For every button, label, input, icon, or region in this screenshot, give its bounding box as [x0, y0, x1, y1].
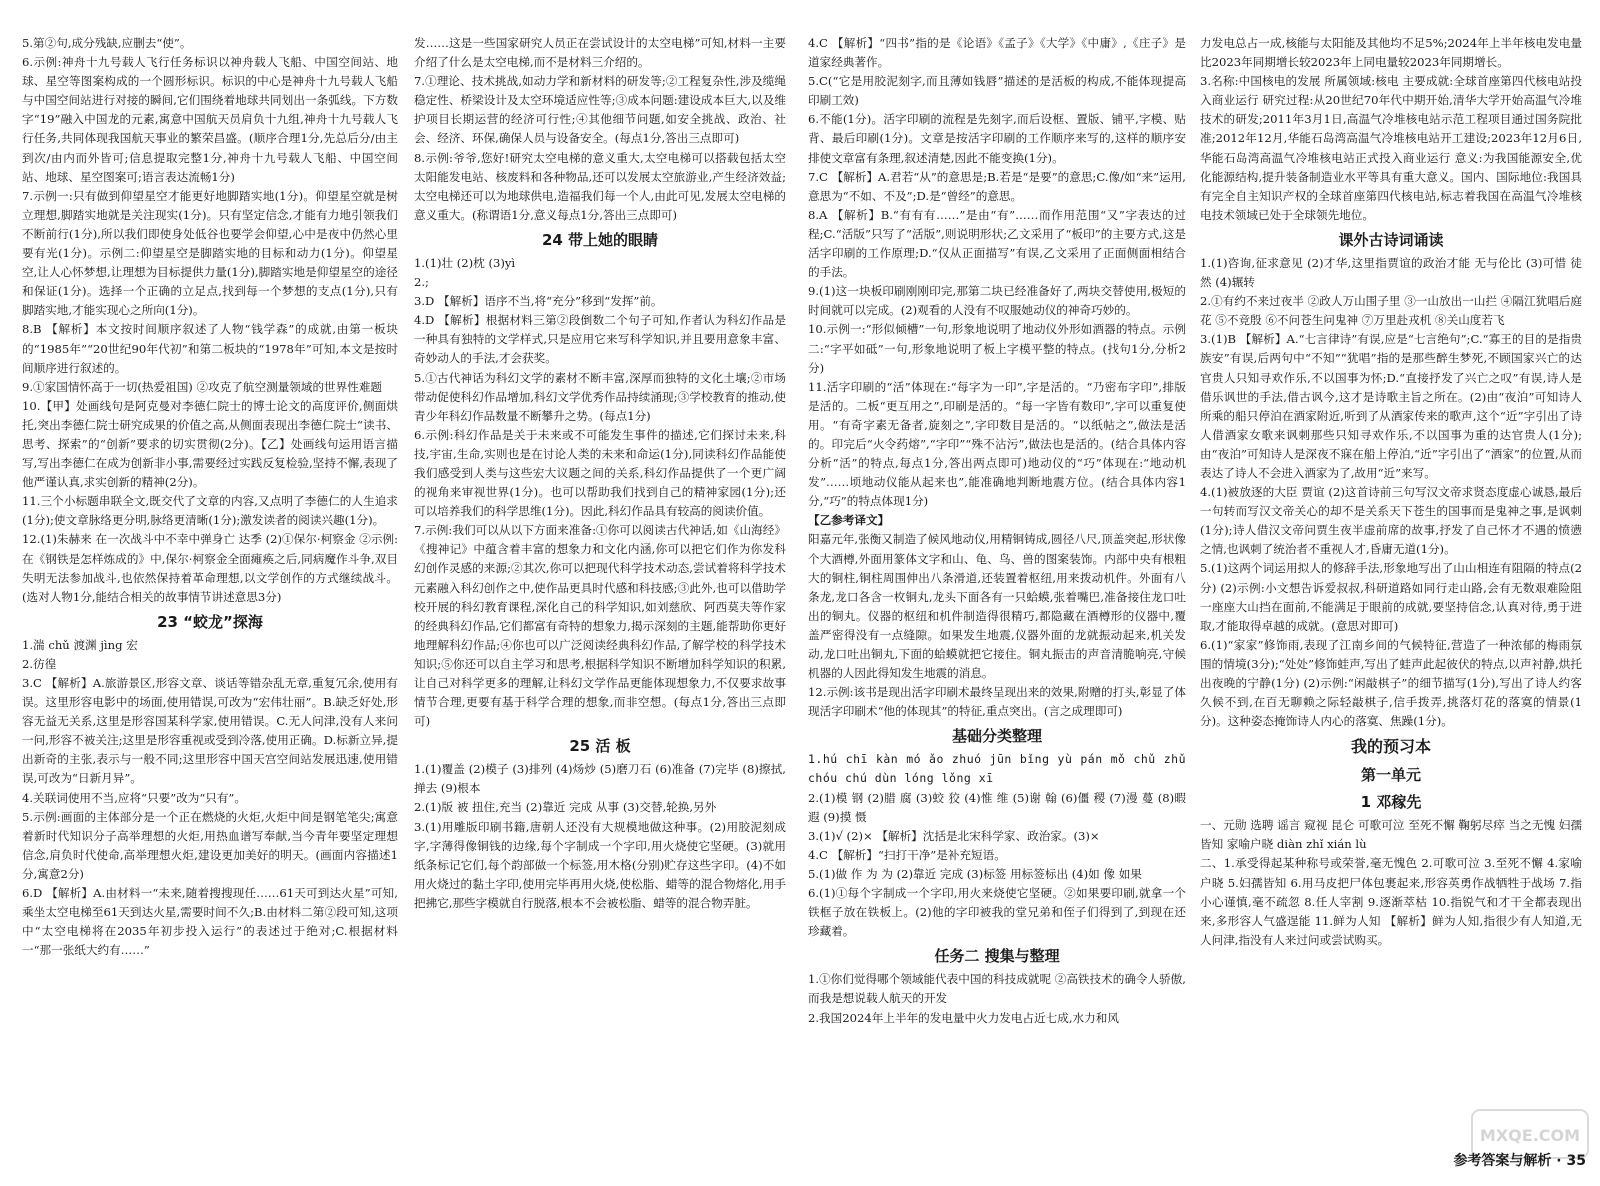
paragraph: 1.湍 chǔ 渡渊 jìng 宏 — [22, 637, 138, 652]
paragraph: 6.D 【解析】A.由材料一“未来,随着搜搜现任……61天可到达火星”可知,乘坐太空电梯至61天到达火星,需要时间不久;B.由材料二第②段可知,这项中“太空电梯将在2035年初步投入运行”的表述过于绝对;C.根据材料一“那一张纸大约有……” — [22, 886, 398, 958]
paragraph: 1.①你们觉得哪个领域能代表中国的科技成就呢 ②高铁技术的确令人骄傲,而我是想说载人航天的开发 — [808, 972, 1186, 1006]
paragraph: 4.C 【解析】“扫打干净”是补充短语。 — [808, 847, 1006, 862]
paragraph: 10.示例一:“形似倾槽”一句,形象地说明了地动仪外形如酒器的特点。示例二:“字平如砥”一句,形象地说明了板上字模平整的特点。(找句1分,分析2分) — [808, 322, 1186, 375]
paragraph: 8.B 【解析】本文按时间顺序叙述了人物“钱学森”的成就,由第一板块的“1985年”“20世纪90年代初”和第二板块的“1978年”可知,本文是按时间顺序进行叙述的。 — [22, 322, 398, 375]
lesson-title-24: 24 带上她的眼睛 — [541, 230, 659, 249]
paragraph: 12.示例:该书是现出活字印刷术最终呈现出来的效果,附赠的打头,彰显了体现活字印刷术“他的体现其”的特征,重点突出。(言之成理即可) — [808, 685, 1186, 719]
paragraph: 二、1.承受得起某种称号或荣誉,毫无愧色 2.可歌可泣 3.至死不懈 4.家喻户晓 5.妇孺皆知 6.用马皮把尸体包裹起来,形容英勇作战牺牲于战场 7.指小心谨慎,毫不疏忽 8.任人宰割 9.逐渐萃枯 10.指锐气和才干全都表现出来,多形容人气盛逞能 11.鲜为人知 【解析】鲜为人知,指很少有人知道,无人问津,指没有人来过问或尝试购买。 — [1200, 856, 1582, 947]
paragraph: 8.A 【解析】B.“有有有……”是由“有”……而作用范围“又”字表达的过程;C.“活版”只写了“活版”,则说明形状;乙文采用了“板印”的主要方式,这是活字印刷的工作原理;D.“仅从正面描写”有误,乙文采用了正面侧面相结合的手法。 — [808, 207, 1186, 280]
lesson-title-23: 23 “蛟龙”探海 — [157, 612, 263, 631]
paragraph: 2.; — [414, 275, 429, 290]
paragraph: 6.(1)①每个字制成一个字印,用火来烧使它坚硬。②如果要印刷,就拿一个铁框子放在铁板上。(2)他的字印被我的堂兄弟和侄子们得到了,到现在还珍藏着。 — [808, 886, 1186, 939]
paragraph: 4.关联词使用不当,应将“只要”改为“只有”。 — [22, 790, 246, 805]
paragraph: 4.(1)被放逐的大臣 贾谊 (2)这首诗前三句写汉文帝求贤态度虚心诚恳,最后一句转而写汉文帝关心的却不是关系天下苍生的国事而是鬼神之事,是讽刺(1分);诗人借汉文帝问贾生夜半虚前席的故事,抒发了自己怀才不遇的愤懑之情,也讽刺了统治者不重视人才,昏庸无道(1分)。 — [1200, 485, 1582, 557]
paragraph: 7.示例一:只有做到仰望星空才能更好地脚踏实地(1分)。仰望星空就是树立理想,脚踏实地就是关注现实(1分)。只有坚定信念,才能有力地引领我们不断前行(1分),所以我们即使身处低谷也要学会仰望,心中是夜中仍然心里要有光(1分)。示例二:仰望星空是脚踏实地的目标和动力(1分)。仰望星空,让人心怀梦想,让理想为目标提供力量(1分),脚踏实地是仰望星空的途径和保证(1分)。选择一个正确的立足点,找到每一个梦想的支点(1分),只有脚踏实地,才能实现心之所向(1分)。 — [22, 188, 398, 318]
paragraph: 3.C 【解析】A.旅游景区,形容文章、谈话等错杂乱无章,重复冗余,使用有误。这里形容电影中的场面,使用错误,可改为“宏伟壮丽”。B.缺乏好处,形容无益无关系,这里是形容国某科学家,使用错误。C.无人问津,没有人来问一问,形容不被关注;这里是形容重视或受到冷落,使用正确。D.标新立异,提出新奇的主张,表示与一般不同;这里形容中国天宫空间站发展迅速,使用错误,可改为“日新月异”。 — [22, 676, 398, 786]
paragraph: 9.①家国情怀高于一切(热爱祖国) ②攻克了航空测量领域的世界性难题 — [22, 379, 383, 394]
paragraph: 12.(1)朱赫来 在一次战斗中不幸中弹身亡 达季 (2)①保尔·柯察金 ②示例:在《钢铁是怎样炼成的》中,保尔·柯察金全面瘫痪之后,同病魔作斗争,双目失明无法参加战斗,也依然保持着革命理想,以文学创作的方式继续战斗。(选对人物1分,能结合相关的故事情节讲述意思3分) — [22, 532, 398, 604]
column-4 — [1200, 34, 1582, 1146]
paragraph: 4.C 【解析】“四书”指的是《论语》《孟子》《大学》《中庸》,《庄子》是道家经典著作。 — [808, 36, 1186, 70]
translation-text: 阳嘉元年,张衡又制造了候风地动仪,用精铜铸成,圆径八尺,顶盖突起,形状像个大酒樽,外面用篆体文字和山、龟、鸟、兽的图案装饰。内部中央有根粗大的铜柱,铜柱周围伸出八条滑道,还装置着枢纽,用来拨动机件。外面有八条龙,龙口各含一枚铜丸,龙头下面各有一只蛤蟆,张着嘴巴,准备接住龙口吐出的铜丸。仪器的枢纽和机件制造得很精巧,都隐藏在酒樽形的仪器中,覆盖严密得没有一点缝隙。如果发生地震,仪器外面的龙就振动起来,机关发动,龙口吐出铜丸,下面的蛤蟆就把它接住。铜丸振击的声音清脆响亮,守候机器的人因此得知发生地震的消息。 — [808, 532, 1186, 681]
lesson-title-1: 1 邓稼先 — [1360, 793, 1422, 812]
paragraph: 2.(1)模 钢 (2)腊 腐 (3)蛟 狡 (4)惟 维 (5)谢 翰 (6)僵 稷 (7)漫 蔓 (8)暇 遐 (9)摸 慑 — [808, 790, 1186, 824]
section-title-basic: 基础分类整理 — [951, 727, 1042, 746]
pinyin-line: 1.hú chī kàn mó ǎo zhuó jūn bǐng yù pán mǒ chǔ zhǔ chóu chú dùn lóng lǒng xī — [808, 752, 1186, 786]
paragraph: 7.示例:我们可以从以下方面来准备:①你可以阅读古代神话,如《山海经》《搜神记》中蕴含着丰富的想象力和文化内涵,你可以把它们作为你发科幻创作灵感的来源;②其次,你可以把现代科学技术动态,尝试着将科学技术元素融入科幻创作之中,使作品更具时代感和科技感;③此外,也可以借助学校开展的科幻教育课程,深化自己的科学知识,如刘慈欣、阿西莫夫等作家的经典科幻作品,它们都富有奇特的想象力,揭示深刻的主题,能帮助你更好地理解科幻作品;④你也可以广泛阅读经典科幻作品,了解学校的科学技术知识;⑤你还可以自主学习和思考,根据科学知识不断增加科学知识的积累,让自己对科学更多的理解,让科幻文学作品更能体现想象力,不仅要求故事情节合理,更要有基于科学合理的想象,而非空想。(每点1分,答出三点即可) — [414, 523, 786, 729]
paragraph: 11.三个小标题串联全文,既交代了文章的内容,又点明了李德仁的人生追求(1分);使文章脉络更分明,脉络更清晰(1分);激发读者的阅读兴趣(1分)。 — [22, 494, 398, 528]
paragraph: 发……这是一些国家研究人员正在尝试设计的太空电梯”可知,材料一主要介绍了什么是太空电梯,而不是材料三介绍的。 — [414, 36, 786, 70]
paragraph: 3.(1)用雕版印刷书籍,唐朝人还没有大规模地做这种事。(2)用胶泥刻成字,字薄得像铜钱的边缘,每个字制成一个字印,用火烧使它坚硬。(3)就用纸条标记它们,每个韵部做一个标签,用木格(分别)贮存这些字印。(4)不如用火烧过的黏土字印,使用完毕再用火烧,使松脂、蜡等的混合物熔化,用手把拂它,那些字模就自行脱落,根本不会被松脂、蜡等的混合物弄脏。 — [414, 819, 786, 910]
paragraph: 3.(1)√ (2)× 【解析】沈括是北宋科学家、政治家。(3)× — [808, 828, 1100, 843]
paragraph: 2.(1)版 被 扭住,充当 (2)靠近 完成 从事 (3)交替,轮换,另外 — [414, 800, 717, 815]
watermark-text: MXQE.COM — [1479, 1126, 1581, 1145]
paragraph: 5.①古代神话为科幻文学的素材不断丰富,深厚而独特的文化土壤;②市场带动促使科幻作品增加,科幻文学优秀作品持续涌现;③学校教育的推动,使青少年科幻作品数量不断攀升之势。(每点1分) — [414, 370, 786, 423]
paragraph: 1.(1)咨询,征求意见 (2)才华,这里指贾谊的政治才能 无与伦比 (3)可惜 徒然 (4)辗转 — [1200, 255, 1582, 290]
paragraph: 10.【甲】处画线句是阿克曼对李德仁院士的博士论文的高度评价,侧面烘托,突出李德仁院士研究成果的价值之高,从侧面表现出李德仁院士“读书、思考、探索”的“创新”要求的切实贯彻(2分)。【乙】处画线句运用语言描写,写出李德仁在成为创新非小事,需要经过实践反复检验,坚持不懈,表现了他严谨认真,求实创新的精神(2分)。 — [22, 398, 398, 490]
paragraph: 5.(1)做 作 为 为 (2)靠近 完成 (3)标签 用标签标出 (4)如 像 如果 — [808, 866, 1142, 881]
paragraph: 2.彷徨 — [22, 656, 57, 671]
paragraph: 3.名称:中国核电的发展 所属领域:核电 主要成就:全球首座第四代核电站投入商业运行 研究过程:从20世纪70年代中期开始,清华大学开始高温气冷堆技术的研发;2011年3月1日,高温气冷堆核电站示范工程项目通过国务院批准;2012年12月,华能石岛湾高温气冷堆核电站开工建设;2023年12月6日,华能石岛湾高温气冷堆核电站正式投入商业运行 意义:为我国能源安全,优化能源结构,提升装备制造业水平等具有重大意义。国内、国际地位:我国具有完全自主知识产权的全球首座第四代核电站,标志着我国在高温气冷堆核电技术领域已处于全球领先地位。 — [1200, 74, 1582, 222]
paragraph: 2.①有约不来过夜半 ②政人万山围子里 ③一山放出一山拦 ④隔江犹唱后庭花 ⑤不竞殷 ⑥不问苍生问鬼神 ⑦万里赴戎机 ⑧关山度若飞 — [1200, 294, 1582, 328]
paragraph: 5.示例:画面的主体部分是一个正在燃烧的火炬,火炬中间是钢笔笔尖;寓意着新时代知识分子高举理想的火炬,用热血谱写奉献,当今青年要坚定理想信念,肩负时代使命,高举理想火炬,建设更加美好的明天。(画面内容描述1分,寓意2分) — [22, 809, 398, 881]
paragraph: 4.D 【解析】根据材料三第②段倒数二个句子可知,作者认为科幻作品是一种具有独特的文学样式,只是应用它来写科学知识,并且要用意象丰富、奇妙动人的手法,才会获奖。 — [414, 313, 786, 366]
paragraph: 5.C(“它是用胶泥刻字,而且薄如钱唇”描述的是活板的构成,不能体现提高印刷工效) — [808, 74, 1186, 108]
column-3 — [808, 34, 1186, 1146]
paragraph: 6.示例:神舟十九号载人飞行任务标识以神舟载人飞船、中国空间站、地球、星空等图案构成的一个圆形标识。标识的中心是神舟十九号载人飞船与中国空间站进行对接的瞬间,它们围绕着地球共同划出一条弧线。下方数字“19”融入中国龙的元素,寓意中国航天员肩负十九组,神舟十九号载人飞行任务,共同体现我国航天事业的繁荣昌盛。(顺序合理1分,先总后分/由主到次/由内而外皆可;信息提取完整1分,神舟十九号载人飞船、中国空间站、地球、星空图案可;语言表达流畅1分) — [22, 55, 398, 184]
paragraph: 3.D 【解析】语序不当,将“充分”移到“发挥”前。 — [414, 294, 663, 309]
section-title-poems: 课外古诗词诵读 — [1338, 230, 1444, 249]
section-title-task2: 任务二 搜集与整理 — [934, 947, 1060, 966]
translation-heading: 【乙参考译文】 — [808, 513, 890, 528]
lesson-title-25: 25 活 板 — [569, 737, 631, 756]
paragraph: 1.(1)覆盖 (2)模子 (3)排列 (4)炀炒 (5)磨刀石 (6)准备 (7)完毕 (8)擦拭,掸去 (9)根本 — [414, 762, 786, 796]
paragraph: 5.(1)这两个词运用拟人的修辞手法,形象地写出了山山相连有阻隔的特点(2分) (2)示例:小文想告诉爱叔叔,科研道路如同行走山路,会有无数艰难险阻一座座大山挡在面前,不能满足于眼前的成就,要坚持信念,认真对待,勇于进取,才能取得卓越的成就。(意思对即可) — [1200, 561, 1582, 633]
paragraph: 2.我国2024年上半年的发电量中火力发电占近七成,水力和风 — [808, 1010, 1119, 1025]
paragraph: 6.不能(1分)。活字印刷的流程是先刻字,而后设框、置版、铺平,字模、贴背、最后印刷(1分)。文章是按活字印刷的工作顺序来写的,这样的顺序安排使文章富有条理,叙述清楚,因此不能变换(1分)。 — [808, 112, 1186, 165]
paragraph: 1.(1)壮 (2)枕 (3)yì — [414, 255, 516, 270]
paragraph: 11.活字印刷的“活”体现在:“每字为一印”,字是活的。“乃密布字印”,排版是活的。二板“更互用之”,印刷是活的。“每一字皆有数印”,字可以重复使用。“有奇字素无备者,旋刻之”,字印数目是活的。“以纸帖之”,做法是活的。印完后“火令药熔”,“字印”“殊不沾污”,做法也是活的。(结合具体内容分析“活”的特点,每点1分,答出两点即可)地动仪的“巧”体现在:“地动机发”……顷地动仪能从起来也”,能准确地判断地震方位。(结合具体内容1分,“巧”的特点体现1分) — [808, 379, 1186, 509]
paragraph: 9.(1)这一块板印刷刚刚印完,那第二块已经准备好了,两块交替使用,极短的时间就可以完成。(2)观看的人没有不叹服她动仪的神奇巧妙的。 — [808, 284, 1186, 318]
paragraph: 8.示例:爷爷,您好!研究太空电梯的意义重大,太空电梯可以搭载包括太空太阳能发电站、核废料和各种物品,还可以发展太空旅游业,产生经济效益;太空电梯还可以为地球供电,造福我们每一个人,由此可见,发展太空电梯的意义重大。(称谓语1分,意义每点1分,答出三点即可) — [414, 150, 786, 222]
paragraph: 一、元勋 选聘 谣言 窥视 昆仑 可歌可泣 至死不懈 鞠躬尽瘁 当之无愧 妇孺皆知 家喻户晓 diàn zhǐ xián lù — [1200, 818, 1582, 852]
page-footer: 参考答案与解析 · 35 — [1453, 1153, 1586, 1169]
paragraph: 5.第②句,成分残缺,应删去“使”。 — [22, 36, 192, 50]
paragraph: 6.(1)“家家”修饰雨,表现了江南乡间的气候特征,营造了一种浓郁的梅雨氛围的情境(3分);“处处”修饰蛙声,写出了蛙声此起彼伏的特点,以声衬静,烘托出夜晚的宁静(1分) (2)示例:“闲敲棋子”的细节描写(1分),写出了诗人约客久候不到,在百无聊赖之际轻敲棋子,信手拨弄,挑落灯花的落寞的情景(1分)。这种姿态掩饰诗人内心的落寞、焦躁(1分)。 — [1200, 637, 1582, 729]
paragraph: 3.(1)B 【解析】A.“七言律诗”有误,应是“七言绝句”;C.“寡王的目的是指贵族安”有误,后两句中“不知”“犹唱”指的是那些醉生梦死,不顾国家兴亡的达官贵人只知寻欢作乐,不以国事为怀;D.“直接抒发了兴亡之叹”有误,诗人是借乐讽世的手法,借古讽今,这才是诗歌主旨之所在。(2)由“夜泊”可知诗人所乘的船只停泊在酒家附近,听到了从酒家传来的歌声,这个“近”字引出了诗人借酒家女歌来讽刺那些只知寻欢作乐,不以国事为重的达官贵人(1分);由“夜泊”可知诗人是深夜不寐在船上停泊,“近”字引出了“酒家”的位置,从而表达了诗人不会进入酒家为了,故用“近”来写。 — [1200, 332, 1582, 480]
column-2 — [414, 34, 786, 1146]
column-1 — [22, 34, 398, 1146]
section-title-preview: 我的预习本 — [1350, 737, 1431, 757]
paragraph: 力发电总占一成,核能与太阳能及其他均不足5%;2024年上半年核电发电量比2023年同期增长较2023年上同电量较2023年同期增长。 — [1200, 36, 1582, 70]
paragraph: 6.示例:科幻作品是关于未来或不可能发生事件的描述,它们探讨未来,科技,宇宙,生命,实则也是在讨论人类的未来和命运(1分),同读科幻作品能使我们感受到人类与这些宏大议题之间的关系,科幻作品提供了一个更广阔的视角来审视世界(1分)。也可以帮助我们找到自己的精神家园(1分);还可以培养我们的科学思维(1分)。因此,科幻作品具有较高的阅读价值。 — [414, 427, 786, 519]
unit-title: 第一单元 — [1360, 766, 1421, 785]
paragraph: 7.C 【解析】A.君若“从”的意思是;B.若是“是要”的意思;C.像/如“来”运用,意思为“不如、不及”;D.是“曾经”的意思。 — [808, 169, 1186, 203]
paragraph: 7.①理论、技术挑战,如动力学和新材料的研发等;②工程复杂性,涉及缆绳稳定性、桥梁设计及太空环境适应性等;③成本问题:建设成本巨大,以及维护项目长期运营的经济可行性;④其他细节问题,如安全挑战、政治、社会、经济、环保,确保人员与设备安全。(每点1分,答出三点即可) — [414, 74, 786, 146]
